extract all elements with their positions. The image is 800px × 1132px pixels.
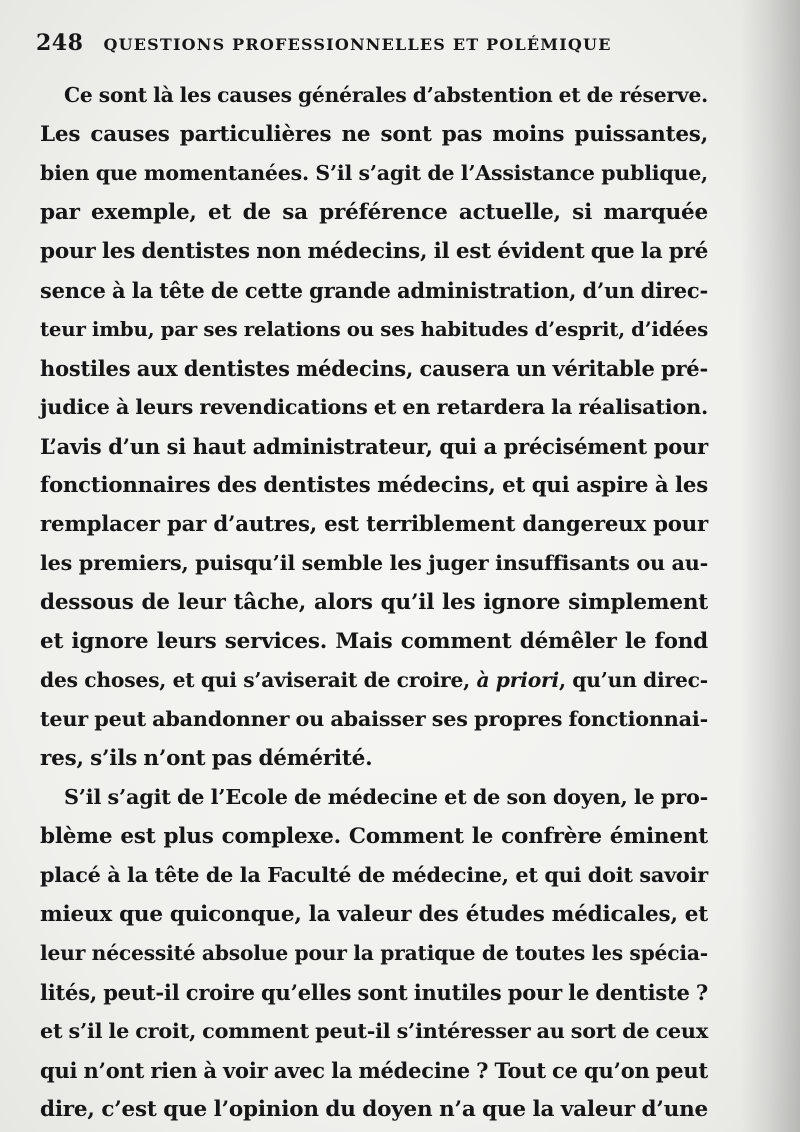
text-line: dire, c’est que l’opinion du doyen n’a que la valeur d’une [40,1097,708,1122]
text-line: Ce sont là les causes générales d’abstention et de réserve. [64,83,708,107]
text-line: fonctionnaires des dentistes médecins, et qui aspire à les [40,473,708,498]
text-line: placé à la tête de la Faculté de médecine, et qui doit savoir [40,863,708,887]
text-line: bien que momentanées. S’il s’agit de l’Assistance publique, [40,161,708,185]
text-line: qui n’ont rien à voir avec la médecine ? Tout ce qu’on peut [40,1058,708,1083]
page-number: 248 [36,30,84,56]
text-line: Les causes particulières ne sont pas moins puissantes, [40,122,708,147]
text-line: teur imbu, par ses relations ou ses habitudes d’esprit, d’idées [40,317,708,341]
text-line: les premiers, puisqu’il semble les juger insuffisants ou au- [40,551,708,575]
running-header [36,30,736,66]
text-line: et ignore leurs services. Mais comment démêler le fond [40,629,708,654]
text-line: et s’il le croit, comment peut-il s’intéresser au sort de ceux [40,1019,708,1043]
text-line: pour les dentistes non médecins, il est évident que la pré [40,239,709,264]
text-line: S’il s’agit de l’Ecole de médecine et de son doyen, le pro- [64,785,708,809]
text-line: mieux que quiconque, la valeur des études médicales, et [40,902,708,927]
text-line: teur peut abandonner ou abaisser ses propres fonctionnai- [40,707,708,731]
text-line: judice à leurs revendications et en retardera la réalisation. [40,395,708,419]
running-title: QUESTIONS PROFESSIONNELLES ET POLÉMIQUE [103,35,612,54]
text-line: dessous de leur tâche, alors qu’il les ignore simplement [40,590,708,615]
text-line: remplacer par d’autres, est terriblement dangereux pour [40,512,708,537]
italic-phrase: à priori [476,668,559,692]
text-line: hostiles aux dentistes médecins, causera un véritable pré- [40,356,708,381]
text-line: des choses, et qui s’aviserait de croire, à priori, qu’un direc- [40,668,708,692]
text-line: L’avis d’un si haut administrateur, qui a précisément pour [40,434,708,459]
text-line: par exemple, et de sa préférence actuelle, si marquée [40,200,708,225]
text-line: res, s’ils n’ont pas démérité. [40,746,373,771]
text-line: sence à la tête de cette grande administration, d’un direc- [40,278,708,303]
body-text [40,76,708,1129]
text-line: blème est plus complexe. Comment le confrère éminent [40,824,708,849]
text-line: lités, peut-il croire qu’elles sont inutiles pour le dentiste ? [40,980,708,1005]
text-line: leur nécessité absolue pour la pratique de toutes les spécia- [40,941,708,965]
